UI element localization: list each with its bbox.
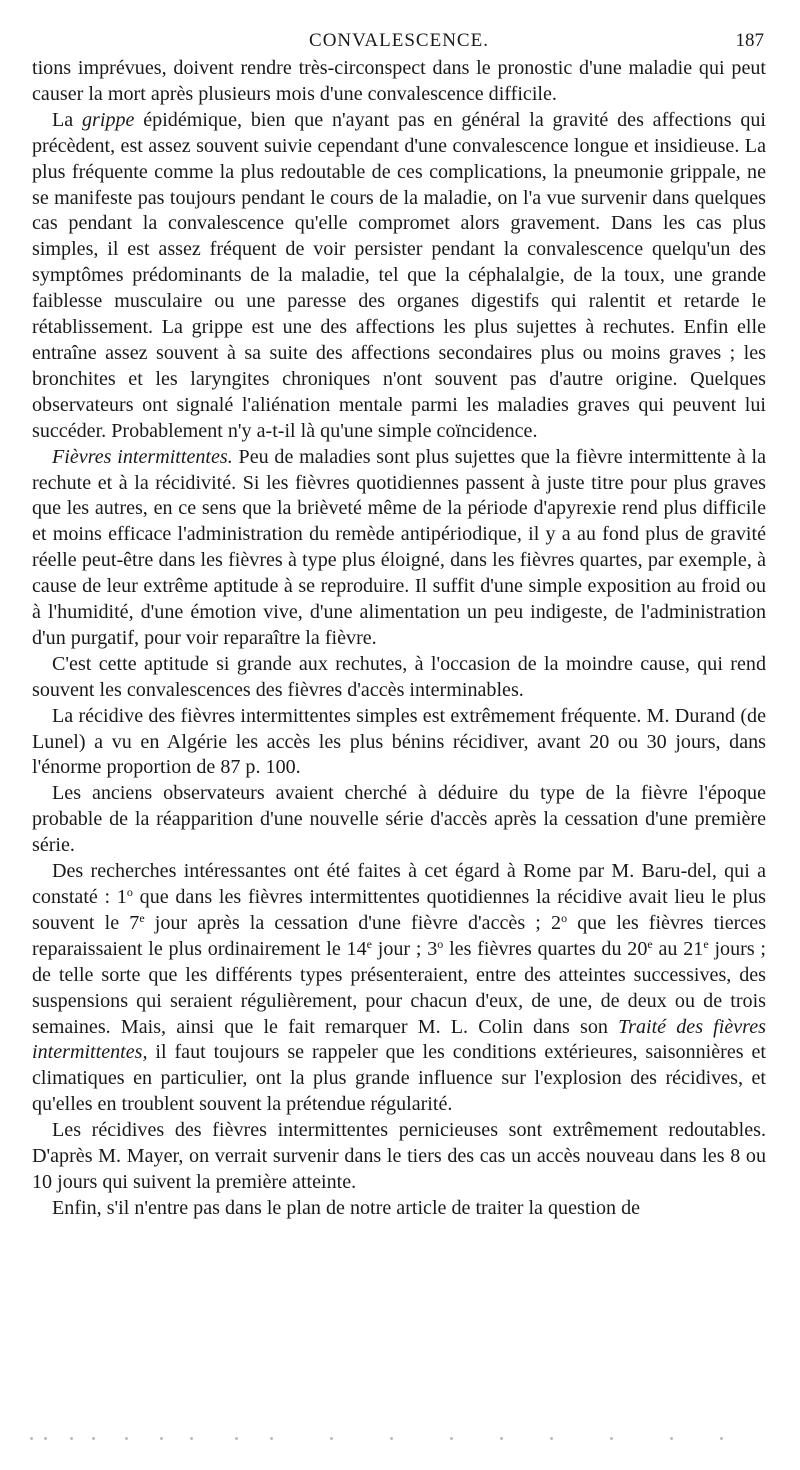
paragraph-recherches (32, 859, 766, 1118)
paragraph-fievres (32, 445, 766, 652)
superscript: e (366, 936, 372, 951)
bleed-speck (390, 1437, 393, 1440)
paragraph-1-text: tions imprévues, doivent rendre très-circonspect dans le pronostic d'une maladie qui peut causer la mort après plusieurs mois d'une convalescence difficile. (32, 57, 766, 105)
paragraph-recherches-part: les fièvres quartes du 20 (443, 937, 648, 960)
bleed-speck (160, 1437, 163, 1440)
paragraph-recherches-part: Des recherches intéressantes ont été faites à cet égard à Rome par M. Baru-del, qui a constaté : 1 (32, 860, 766, 908)
paragraph-recherches-part: jour après la cessation d'une fièvre d'accès ; 2 (144, 911, 562, 934)
bleed-speck (30, 1437, 33, 1440)
running-title: CONVALESCENCE. (309, 30, 489, 51)
paragraph-pernicieuses-text: Les récidives des fièvres intermittentes pernicieuses sont extrêmement redoutables. D'après M. Mayer, on verrait survenir dans le tiers des cas un accès nouveau dans les 8 ou 10 jours qui suivent la première atteinte. (32, 1119, 766, 1193)
paragraph-1 (32, 56, 766, 108)
paragraph-rechutes (32, 652, 766, 704)
paragraph-rechutes-text: C'est cette aptitude si grande aux rechutes, à l'occasion de la moindre cause, qui rend souvent les convalescences des fièvres d'accès interminables. (32, 652, 766, 701)
bleed-speck (270, 1437, 273, 1440)
bleed-speck (190, 1437, 193, 1440)
running-head (32, 26, 766, 56)
paragraph-recherches-part: que dans les fièvres intermittentes quotidiennes la récidive avait lieu le plus souvent le 7 (32, 886, 766, 934)
superscript: o (437, 936, 444, 951)
bleed-speck (610, 1437, 613, 1440)
body-text (32, 56, 766, 1222)
paragraph-recherches-part: au 21 (652, 937, 704, 960)
book-title-colin: Traité des fièvres intermittentes, (32, 1015, 766, 1064)
bleed-speck (92, 1437, 95, 1440)
bleed-through-marks (30, 1437, 730, 1443)
bleed-speck (720, 1437, 723, 1440)
book-page (32, 26, 766, 1222)
superscript: e (703, 936, 709, 951)
bleed-speck (330, 1437, 333, 1440)
page-number: 187 (735, 30, 764, 51)
paragraph-grippe-text: épidémique, bien que n'ayant pas en général la gravité des affections qui précèdent, est assez souvent suivie cependant d'une convalescence longue et insidieuse. La plus fréquente comme la plus redoutable de ces complications, la pneumonie grippale, ne se manifeste pas toujours pendant le cours de la maladie, on l'a vue survenir dans quelques cas pendant la convalescence qu'elle compromet alors gravement. Dans les cas plus simples, il est assez fréquent de voir persister pendant la convalescence quelqu'un des symptômes prédominants de la maladie, tel que la céphalalgie, de la toux, une grande faiblesse musculaire ou une paresse des organes digestifs qui ralentit et retarde le rétablissement. La grippe est une des affections les plus sujettes à rechutes. Enfin elle entraîne assez souvent à sa suite des affections secondaires plus ou moins graves ; les bronchites et les laryngites chroniques n'ont souvent pas d'autre origine. Quelques observateurs ont signalé l'aliénation mentale parmi les maladies graves qui peuvent lui succéder. Probablement n'y a-t-il là qu'une simple coïncidence. (32, 108, 767, 442)
bleed-speck (70, 1437, 73, 1440)
paragraph-fievres-text: Peu de maladies sont plus sujettes que la fièvre intermittente à la rechute et à la récidivité. Si les fièvres quotidiennes passent à juste titre pour plus graves que les autres, en ce sens que la brièveté même de la période d'apyrexie rend plus difficile et moins efficace l'administration du remède antipériodique, il y a au fond plus de gravité réelle peut-être dans les fièvres à type plus éloigné, dans les fièvres quartes, par exemple, à cause de leur extrême aptitude à se reproduire. Il suffit d'une simple exposition au froid ou à l'humidité, d'une émotion vive, d'une alimentation un peu indigeste, de l'administration d'un purgatif, pour voir reparaître la fièvre. (32, 445, 766, 649)
bleed-speck (235, 1437, 238, 1440)
superscript: o (126, 885, 133, 899)
paragraph-enfin (32, 1196, 766, 1222)
superscript: e (647, 936, 653, 951)
paragraph-grippe-lead: La (52, 108, 82, 131)
superscript: o (561, 910, 568, 925)
bleed-speck (500, 1437, 503, 1440)
paragraph-pernicieuses (32, 1118, 766, 1196)
paragraph-recherches-part: que les fièvres tierces reparaissaient le plus ordinairement le 14 (32, 911, 767, 960)
term-grippe: grippe (82, 108, 135, 131)
paragraph-recherches-part: il faut toujours se rappeler que les conditions extérieures, saisonnières et climatiques en particulier, ont la plus grande influence sur l'explosion des récidives, et qu'elles en troublent souvent la prétendue régularité. (32, 1041, 766, 1116)
section-heading-fievres: Fièvres intermittentes. (52, 445, 233, 468)
bleed-speck (450, 1437, 453, 1440)
paragraph-recidive (32, 704, 766, 782)
bleed-speck (670, 1437, 673, 1440)
bleed-speck (550, 1437, 553, 1440)
paragraph-anciens (32, 781, 766, 859)
paragraph-recidive-text: La récidive des fièvres intermittentes simples est extrêmement fréquente. M. Durand (de Lunel) a vu en Algérie les accès les plus bénins récidiver, avant 20 ou 30 jours, dans l'énorme proportion de 87 p. 100. (32, 704, 766, 779)
superscript: e (139, 910, 145, 925)
paragraph-enfin-text: Enfin, s'il n'entre pas dans le plan de notre article de traiter la question de (52, 1196, 641, 1219)
bleed-speck (125, 1437, 128, 1440)
paragraph-anciens-text: Les anciens observateurs avaient cherché à déduire du type de la fièvre l'époque probable de la réapparition d'une nouvelle série d'accès après la cessation d'une première série. (32, 782, 766, 857)
paragraph-recherches-part: jours ; de telle sorte que les différents types présenteraient, entre des atteintes successives, des suspensions qui seraient régulièrement, pour chacun d'eux, de une, de deux ou de trois semaines. Mais, ainsi que le fait remarquer M. L. Colin dans son (32, 937, 766, 1038)
paragraph-grippe (32, 108, 766, 445)
bleed-speck (44, 1437, 47, 1440)
paragraph-recherches-part: jour ; 3 (371, 937, 438, 960)
